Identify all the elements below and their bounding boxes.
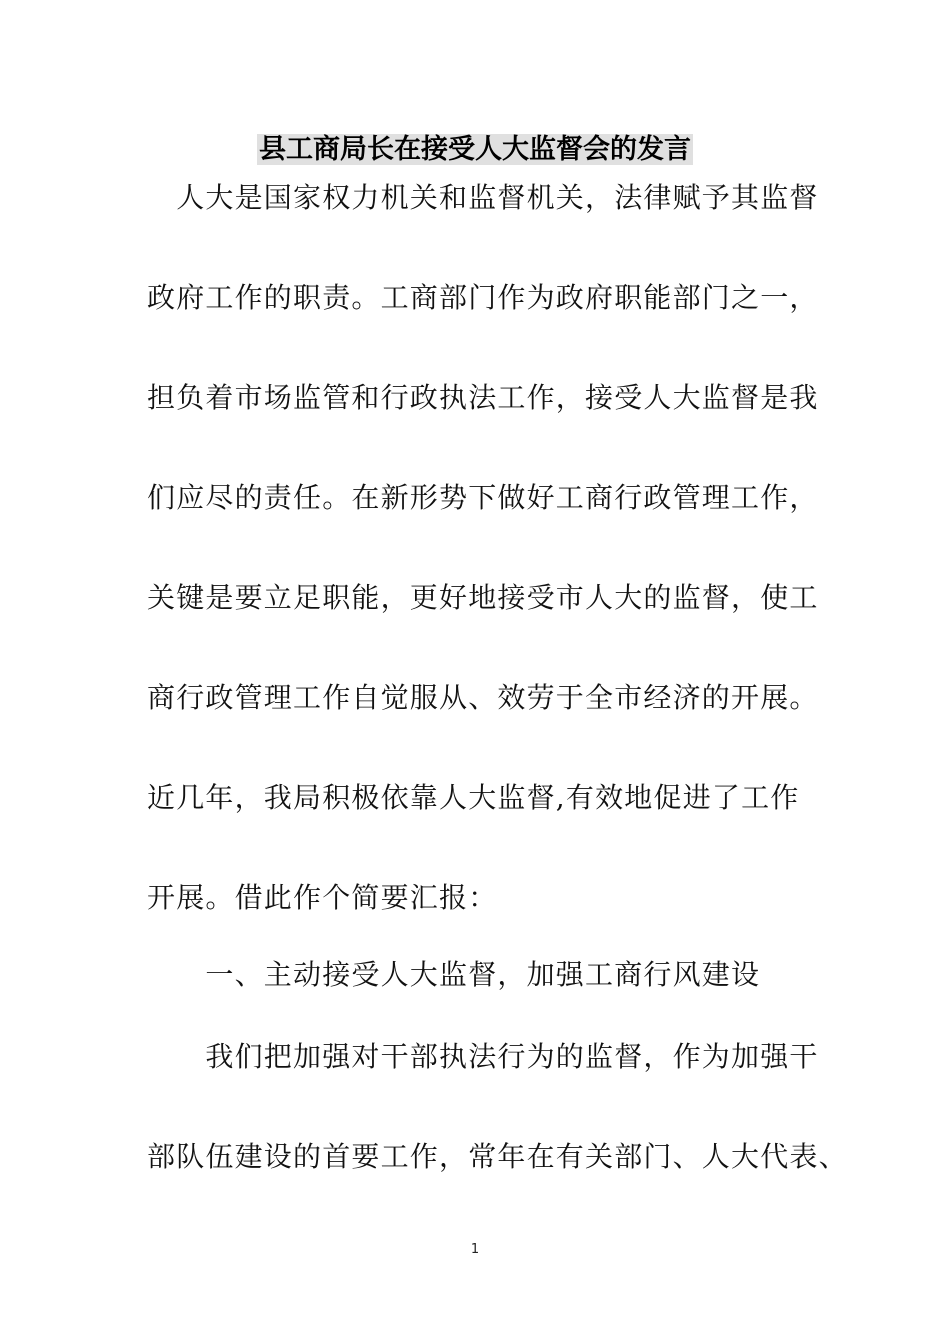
document-title-text: 县工商局长在接受人大监督会的发言 <box>259 134 691 165</box>
paragraph-line-8: 开展。借此作个简要汇报： <box>147 881 498 914</box>
paragraph-line-6: 商行政管理工作自觉服从、效劳于全市经济的开展。 <box>147 681 819 714</box>
page-number: 1 <box>470 1242 480 1257</box>
paragraph-line-3: 担负着市场监管和行政执法工作，接受人大监督是我 <box>147 381 819 414</box>
section-heading-1: 一、主动接受人大监督，加强工商行风建设 <box>147 958 761 991</box>
paragraph-line-1: 人大是国家权力机关和监督机关，法律赋予其监督 <box>147 181 819 214</box>
paragraph-line-7: 近几年，我局积极依靠人大监督,有效地促进了工作 <box>147 781 800 814</box>
paragraph-line-5: 关键是要立足职能，更好地接受市人大的监督，使工 <box>147 581 819 614</box>
document-title <box>0 130 950 170</box>
paragraph-line-4: 们应尽的责任。在新形势下做好工商行政管理工作， <box>147 481 819 514</box>
paragraph-line-9: 我们把加强对干部执法行为的监督，作为加强干 <box>147 1040 819 1073</box>
paragraph-line-2: 政府工作的职责。工商部门作为政府职能部门之一， <box>147 281 819 314</box>
paragraph-line-10: 部队伍建设的首要工作，常年在有关部门、人大代表、 <box>147 1140 848 1173</box>
